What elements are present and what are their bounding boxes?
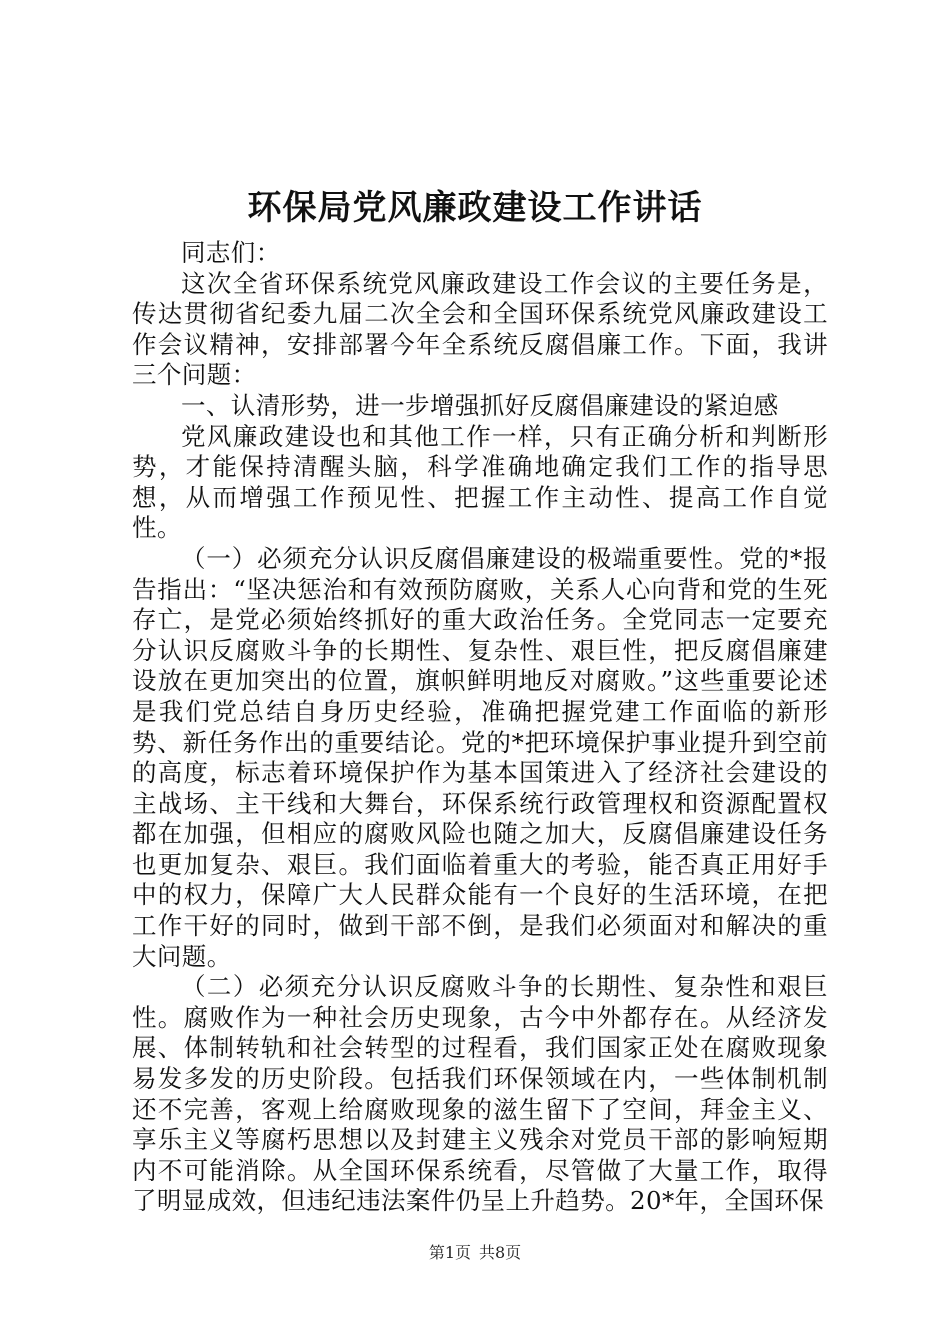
section-heading-1: 一、认清形势，进一步增强抓好反腐倡廉建设的紧迫感 bbox=[181, 390, 779, 420]
paragraph-point-1: （一）必须充分认识反腐倡廉建设的极端重要性。党的*报告指出：“坚决惩治和有效预防腐败，关系人心向背和党的生死存亡，是党必须始终抓好的重大政治任务。全党同志一定要充分认识反腐败斗争的长期性、复杂性、艰巨性，把反腐倡廉建设放在更加突出的位置，旗帜鲜明地反对腐败。”这些重要论述是我们党总结自身历史经验，准确把握党建工作面临的新形势、新任务作出的重要结论。党的*把环境保护事业提升到空前的高度，标志着环境保护作为基本国策进入了经济社会建设的主战场、主干线和大舞台，环保系统行政管理权和资源配置权都在加强，但相应的腐败风险也随之加大，反腐倡廉建设任务也更加复杂、艰巨。我们面临着重大的考验，能否真正用好手中的权力，保障广大人民群众能有一个良好的生活环境，在把工作干好的同时，做到干部不倒，是我们必须面对和解决的重大问题。 bbox=[132, 543, 828, 971]
paragraph-situation: 党风廉政建设也和其他工作一样，只有正确分析和判断形势，才能保持清醒头脑，科学准确地确定我们工作的指导思想，从而增强工作预见性、把握工作主动性、提高工作自觉性。 bbox=[132, 421, 828, 543]
page-number: 第1页 bbox=[428, 1243, 471, 1262]
paragraph-intro: 这次全省环保系统党风廉政建设工作会议的主要任务是，传达贯彻省纪委九届二次全会和全国环保系统党风廉政建设工作会议精神，安排部署今年全系统反腐倡廉工作。下面，我讲三个问题： bbox=[132, 268, 828, 390]
salutation: 同志们： bbox=[181, 238, 281, 267]
page-footer bbox=[0, 1243, 950, 1263]
document-title: 环保局党风廉政建设工作讲话 bbox=[247, 188, 703, 228]
document-body bbox=[132, 238, 828, 1217]
paragraph-point-2: （二）必须充分认识反腐败斗争的长期性、复杂性和艰巨性。腐败作为一种社会历史现象，古今中外都存在。从经济发展、体制转轨和社会转型的过程看，我们国家正处在腐败现象易发多发的历史阶段。包括我们环保领域在内，一些体制机制还不完善，客观上给腐败现象的滋生留下了空间，拜金主义、享乐主义等腐朽思想以及封建主义残余对党员干部的影响短期内不可能消除。从全国环保系统看，尽管做了大量工作，取得了明显成效，但违纪违法案件仍呈上升趋势。20*年，全国环保 bbox=[132, 972, 828, 1216]
page-total: 共8页 bbox=[479, 1243, 522, 1262]
